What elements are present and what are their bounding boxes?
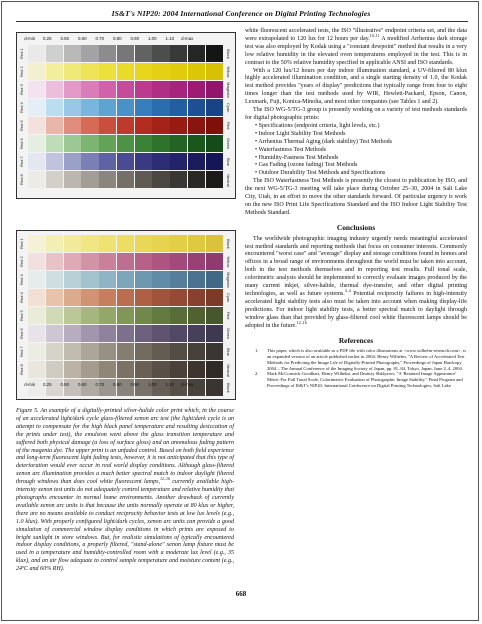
color-patch <box>206 171 223 188</box>
color-patch <box>117 171 134 188</box>
color-patch <box>135 235 152 252</box>
running-header: IS&T's NIP20: 2004 International Conference on Digital Printing Technologies <box>111 9 371 18</box>
density-label: d-max <box>181 36 194 41</box>
row-label: Red 4 <box>19 292 24 304</box>
color-patch <box>64 253 81 270</box>
color-patch <box>206 343 223 360</box>
row-label: Red 2 <box>19 66 24 78</box>
color-patch <box>99 235 116 252</box>
color-patch <box>46 235 63 252</box>
density-label: 1.10 <box>165 36 175 41</box>
color-patch <box>117 99 134 116</box>
row-label: Yellow <box>226 66 231 78</box>
color-patch <box>64 343 81 360</box>
color-patch <box>46 361 63 378</box>
color-patch <box>81 343 98 360</box>
color-patch-grid <box>28 45 224 188</box>
paragraph: The ISO WG-5/TG-3 group is presently working on a variety of test methods standards for digital photographic prints: <box>245 107 467 121</box>
color-patch <box>188 135 205 152</box>
row-label: Yellow <box>226 256 231 268</box>
color-patch <box>81 271 98 288</box>
color-patch <box>152 153 169 170</box>
color-patch <box>28 171 45 188</box>
row-label: Neutral <box>226 173 231 187</box>
row-label: Red 5 <box>19 120 24 132</box>
density-label: d-min <box>24 36 36 41</box>
list-item: • Outdoor Durability Test Methods and Specifications <box>255 170 467 178</box>
row-label: Cyan <box>226 103 231 113</box>
color-patch <box>28 289 45 306</box>
row-label: Red 6 <box>19 138 24 150</box>
list-item: • Specifications (endpoint criteria, light levels, etc.) <box>255 123 467 131</box>
color-patch <box>64 361 81 378</box>
color-patch <box>46 135 63 152</box>
color-patch <box>28 271 45 288</box>
color-patch <box>152 171 169 188</box>
density-label: 0.50 <box>60 382 70 387</box>
color-patch <box>152 81 169 98</box>
color-patch <box>28 361 45 378</box>
color-patch <box>206 117 223 134</box>
color-patch <box>28 343 45 360</box>
color-patch <box>188 361 205 378</box>
color-patch <box>117 307 134 324</box>
color-patch <box>206 63 223 80</box>
color-patch <box>135 99 152 116</box>
paragraph <box>245 28 467 68</box>
row-label: Black <box>226 239 231 249</box>
color-patch <box>28 325 45 342</box>
color-patch <box>117 271 134 288</box>
density-label: 1.00 <box>147 36 157 41</box>
color-patch <box>206 361 223 378</box>
row-label: Red 5 <box>19 310 24 322</box>
color-patch <box>64 135 81 152</box>
density-label: d-min <box>24 382 36 387</box>
density-header <box>21 35 196 43</box>
row-label: Red 4 <box>19 102 24 114</box>
color-patch <box>170 117 187 134</box>
density-label: 1.10 <box>165 382 175 387</box>
color-patch <box>46 289 63 306</box>
density-label: 0.50 <box>60 36 70 41</box>
color-patch <box>64 235 81 252</box>
row-labels-right <box>226 45 234 189</box>
color-patch <box>64 271 81 288</box>
color-patch <box>117 45 134 62</box>
color-patch <box>135 343 152 360</box>
row-label: Red 6 <box>19 328 24 340</box>
color-patch <box>99 63 116 80</box>
list-item: • Indoor Light Stability Test Methods <box>255 131 467 139</box>
density-label: 0.70 <box>95 382 105 387</box>
header-rule <box>16 21 468 22</box>
color-patch <box>99 99 116 116</box>
color-patch <box>99 325 116 342</box>
density-label: 0.60 <box>77 36 87 41</box>
reference-list <box>245 348 467 388</box>
color-patch <box>206 253 223 270</box>
color-patch <box>117 343 134 360</box>
color-patch <box>135 271 152 288</box>
color-patch <box>135 307 152 324</box>
color-patch <box>117 81 134 98</box>
color-patch <box>170 99 187 116</box>
color-patch <box>99 117 116 134</box>
color-patch <box>152 63 169 80</box>
color-patch <box>206 271 223 288</box>
color-patch <box>81 253 98 270</box>
color-patch <box>81 45 98 62</box>
color-patch <box>99 171 116 188</box>
row-label: Red 3 <box>19 84 24 96</box>
color-patch <box>46 271 63 288</box>
row-label: Cyan <box>226 293 231 303</box>
color-patch <box>188 253 205 270</box>
reference-number: 2. <box>255 371 259 377</box>
color-patch <box>135 325 152 342</box>
color-patch <box>64 99 81 116</box>
color-patch <box>81 325 98 342</box>
color-patch <box>64 289 81 306</box>
color-patch <box>188 271 205 288</box>
color-patch <box>99 361 116 378</box>
color-patch <box>135 361 152 378</box>
color-patch <box>188 343 205 360</box>
paragraph-text: The worldwide photographic imaging industry urgently needs meaningful accelerated test method standards and reporting methods that focus on consumer interests. Commonly encountered "worst case" and "average" display and storage conditions found in homes and offices in a broad range of environments throughout the world must be taken into account, both in the test methods themselves and in reporting test results. Full tonal scale, colorimetric analysis should be implemented to correctly evaluate images produced by the many current inkjet, silver-halide, thermal dye-transfer, and other digital printing technologies, as well as future systems. <box>245 235 467 298</box>
color-patch <box>170 81 187 98</box>
section-heading-conclusions: Conclusions <box>336 222 376 232</box>
color-patch <box>135 153 152 170</box>
color-patch <box>28 81 45 98</box>
density-label: 0.25 <box>42 36 52 41</box>
color-patch <box>46 325 63 342</box>
color-patch <box>170 271 187 288</box>
color-patch <box>170 307 187 324</box>
section-heading-references: References <box>338 335 374 345</box>
color-patch <box>46 45 63 62</box>
color-patch <box>152 253 169 270</box>
color-target-faded <box>16 230 236 400</box>
row-labels-left <box>19 45 27 189</box>
row-label: Blue <box>226 157 231 166</box>
reference-text: This paper, which is also available as a PDF file with color illustrations at <www.wilhelm-research.com>, is an expanded version of an article published earlier in 2004: Henry Wilhelm, "A Review of Accelerated Test Methods for Predicting the Image Life of Digitally-Printed Photographs," Proceedings of Japan Hardcopy 2004 – The Annual Conference of the Imaging Society of Japan, pp. 81–84, Tokyo, Japan, June 2–4, 2004. <box>267 348 466 371</box>
row-label: Magenta <box>226 272 231 288</box>
color-patch <box>117 117 134 134</box>
row-label: Green <box>226 138 231 150</box>
color-patch <box>117 235 134 252</box>
row-label: Green <box>226 328 231 340</box>
color-patch <box>152 45 169 62</box>
color-patch <box>152 307 169 324</box>
color-patch <box>117 361 134 378</box>
list-item: • Humidity-Fastness Test Methods <box>255 155 467 163</box>
row-label: Black <box>226 383 231 393</box>
color-patch <box>206 307 223 324</box>
caption-text-cont: currently available high-intensity xenon test units do not adequately control temperature and relative humidity that photographs encounter in normal home environments. Another drawback of currently available xenon arc units is that because the units normally operate at 80 klux or higher, there are no means available to conduct reciprocity behavior tests at low lux levels (e.g., 1.0 klux). With properly configured light/dark cycles, xenon arc units can provide a good simulation of commercial window display conditions in which prints are exposed to bright sunlight in store windows. But, for realistic simulations of typically encountered indoor display conditions, a properly filtered, "stand-alone" xenon lamp fixture must be used in a temperature and humidity-controlled room with a moderate lux level (e.g., 35 klux), and an air flow adequate to control sample temperature and moisture content (e.g., 24ºC and 60% RH). <box>16 479 234 573</box>
row-label: Red 2 <box>19 256 24 268</box>
color-patch <box>117 253 134 270</box>
color-patch <box>64 81 81 98</box>
color-patch <box>152 343 169 360</box>
color-patch <box>81 153 98 170</box>
color-patch <box>46 63 63 80</box>
color-patch <box>46 153 63 170</box>
color-patch <box>188 289 205 306</box>
color-patch-grid <box>28 235 224 396</box>
color-patch <box>64 63 81 80</box>
color-patch <box>152 235 169 252</box>
row-label: Red 8 <box>19 364 24 376</box>
color-patch <box>117 63 134 80</box>
color-patch <box>152 99 169 116</box>
caption-citation: 12–16 <box>159 476 170 482</box>
color-patch <box>117 325 134 342</box>
color-patch <box>170 325 187 342</box>
color-patch <box>81 307 98 324</box>
color-patch <box>64 307 81 324</box>
color-patch <box>28 307 45 324</box>
color-patch <box>206 45 223 62</box>
density-label: 0.25 <box>42 382 52 387</box>
color-patch <box>99 135 116 152</box>
color-patch <box>46 171 63 188</box>
paragraph <box>245 236 467 331</box>
color-patch <box>117 289 134 306</box>
color-patch <box>99 81 116 98</box>
color-patch <box>170 253 187 270</box>
color-patch <box>64 325 81 342</box>
list-item: • Waterfastness Test Methods <box>255 147 467 155</box>
color-patch <box>135 289 152 306</box>
color-patch <box>99 343 116 360</box>
color-patch <box>46 307 63 324</box>
color-patch <box>99 289 116 306</box>
color-patch <box>81 99 98 116</box>
color-patch <box>170 361 187 378</box>
color-patch <box>206 153 223 170</box>
density-label: 0.80 <box>112 382 122 387</box>
row-label: Red 3 <box>19 274 24 286</box>
color-patch <box>188 45 205 62</box>
paragraph-text: Potential reciprocity failures in high-intensity accelerated light stability tests also must be taken into account when making display-life predictions. For indoor light stability tests, a better spectral match to daylight through window glass than that provided by glass-filtered cool white fluorescent lamps should be adopted in the future. <box>245 291 467 329</box>
density-label: 0.90 <box>130 382 140 387</box>
color-patch <box>46 253 63 270</box>
color-patch <box>28 253 45 270</box>
density-label: d-max <box>181 382 194 387</box>
color-patch <box>46 81 63 98</box>
color-patch <box>135 135 152 152</box>
color-patch <box>206 235 223 252</box>
color-patch <box>81 289 98 306</box>
color-patch <box>135 45 152 62</box>
color-patch <box>64 171 81 188</box>
density-label: 0.70 <box>95 36 105 41</box>
color-patch <box>170 289 187 306</box>
color-patch <box>188 99 205 116</box>
color-patch <box>81 361 98 378</box>
color-patch <box>170 171 187 188</box>
color-patch <box>64 153 81 170</box>
color-patch <box>28 135 45 152</box>
row-label: Magenta <box>226 82 231 98</box>
right-column <box>245 28 467 388</box>
color-patch <box>99 153 116 170</box>
color-patch <box>152 135 169 152</box>
row-label: Red 1 <box>19 48 24 60</box>
color-patch <box>64 45 81 62</box>
color-patch <box>64 117 81 134</box>
color-patch <box>99 253 116 270</box>
density-header <box>21 381 196 389</box>
row-labels-left <box>19 235 27 379</box>
color-patch <box>188 117 205 134</box>
color-patch <box>28 235 45 252</box>
density-label: 1.00 <box>147 382 157 387</box>
color-patch <box>188 171 205 188</box>
color-target-unfaded <box>16 32 236 199</box>
standards-list <box>245 123 467 178</box>
color-patch <box>206 135 223 152</box>
color-patch <box>99 271 116 288</box>
row-label: Red 7 <box>19 156 24 168</box>
row-labels-right <box>226 235 234 397</box>
color-patch <box>81 171 98 188</box>
color-patch <box>152 325 169 342</box>
row-label: Black <box>226 49 231 59</box>
color-patch <box>99 45 116 62</box>
color-patch <box>170 63 187 80</box>
color-patch <box>46 117 63 134</box>
color-patch <box>170 135 187 152</box>
color-patch <box>28 117 45 134</box>
list-item: • Gas Fading (ozone fading) Test Methods <box>255 162 467 170</box>
color-patch <box>117 135 134 152</box>
color-patch <box>170 343 187 360</box>
color-patch <box>206 379 223 396</box>
color-patch <box>170 45 187 62</box>
color-patch <box>188 307 205 324</box>
row-label: Red 1 <box>19 238 24 250</box>
color-patch <box>28 63 45 80</box>
color-patch <box>81 117 98 134</box>
paragraph-text: white fluorescent accelerated tests, the ISO "illustrative" endpoint criteria set, and the data were extrapolated to 120 lux for 12 hours per day. <box>245 28 467 42</box>
row-label: Blue <box>226 347 231 356</box>
paragraph: The ISO Waterfastness Test Methods is presently the closest to publication by ISO, and the next WG-5/TG-3 meeting will take place during October 25–30, 2004 in Salt Lake City, Utah, in an effort to move the other standards forward. Of particular urgency is work on the new ISO Print Life Specifications Standard and the ISO Indoor Light Stability Test Methods Standard. <box>245 178 467 216</box>
color-patch <box>152 271 169 288</box>
color-patch <box>206 325 223 342</box>
color-patch <box>81 81 98 98</box>
reference-number: 1. <box>255 348 259 354</box>
color-patch <box>170 153 187 170</box>
color-patch <box>81 235 98 252</box>
color-patch <box>152 361 169 378</box>
row-label: Neutral <box>226 363 231 377</box>
color-patch <box>170 235 187 252</box>
color-patch <box>28 153 45 170</box>
color-patch <box>188 81 205 98</box>
color-patch <box>28 45 45 62</box>
color-patch <box>188 325 205 342</box>
color-patch <box>206 99 223 116</box>
figure-caption <box>16 408 234 574</box>
reference-text: Mark McCormick-Goodhart, Henry Wilhelm, and Dmitriy Shklyarov, "A 'Retained Image Appearance' Metric For Full Tonal Scale, Colorimetric Evaluation of Photographic Image Stability," Final Program and Proceedings of IS&T's NIP20: International Conference on Digital Printing Technologies, Salt Lake <box>267 371 463 388</box>
citation: 3–4 <box>344 288 351 294</box>
density-label: 0.60 <box>77 382 87 387</box>
row-label: Red <box>226 122 231 130</box>
caption-text: Figure 5. An example of a digitally-printed silver-halide color print which, in the course of an accelerated light/dark cycle glass-filtered xenon arc test (the light/dark cycle is an attempt to compensate for the high black panel temperature and resulting desiccation of the prints under test), the emulsion went above the glass transition temperature and suffered both physical damage (a loss of surface gloss) and an anomalous fading pattern of the magenta dye. The upper print is an unfaded control. Based on both field experience and long-term fluorescent light fading tests, however, it is not anticipated that this type of deterioration would ever occur in real world display conditions. Although glass-filtered xenon arc illumination provides a much better spectral match to indoor daylight filtered through windows than does cool white fluorescent lamps, <box>16 408 234 486</box>
color-patch <box>81 135 98 152</box>
color-patch <box>28 99 45 116</box>
page-number: 668 <box>235 590 247 598</box>
reference-item <box>255 371 467 388</box>
color-patch <box>206 289 223 306</box>
color-patch <box>188 63 205 80</box>
paragraph-text: A modified Arrhenius dark storage test was also employed by Kodak using a "constant dewpoint" method that results in a very low relative humidity in the elevated oven temperatures employed in the test. This is in contrast to the 50% relative humidity specified in applicable ANSI and ISO standards. <box>245 35 468 66</box>
color-patch <box>99 307 116 324</box>
color-patch <box>135 63 152 80</box>
row-label: Red 7 <box>19 346 24 358</box>
citation: 12–16 <box>296 319 307 325</box>
density-label: 0.80 <box>112 36 122 41</box>
list-item: • Arrhenius Thermal Aging (dark stability) Test Methods <box>255 139 467 147</box>
color-patch <box>188 153 205 170</box>
color-patch <box>81 63 98 80</box>
color-patch <box>135 253 152 270</box>
color-patch <box>135 117 152 134</box>
reference-item <box>255 348 467 371</box>
row-label: Red <box>226 312 231 320</box>
density-label: 0.90 <box>130 36 140 41</box>
paragraph: With a 120 lux/12 hours per day indoor illumination standard, a UV-filtered 80 klux highly accelerated illumination condition, and a single starting density of 1.0, the Kodak test method provides "years of display" predictions that typically range from four to eight times longer than the test methods used by WIR, Hewlett-Packard, Epson, Canon, Lexmark, Fuji, Konica-Minolta, and most other companies (see Tables 1 and 2). <box>245 67 467 106</box>
color-patch <box>117 153 134 170</box>
color-patch <box>46 99 63 116</box>
citation: 10–11 <box>369 32 380 38</box>
color-patch <box>135 81 152 98</box>
color-patch <box>46 343 63 360</box>
color-patch <box>152 117 169 134</box>
row-label: Red 8 <box>19 174 24 186</box>
color-patch <box>206 81 223 98</box>
color-patch <box>135 171 152 188</box>
color-patch <box>188 235 205 252</box>
color-patch <box>152 289 169 306</box>
